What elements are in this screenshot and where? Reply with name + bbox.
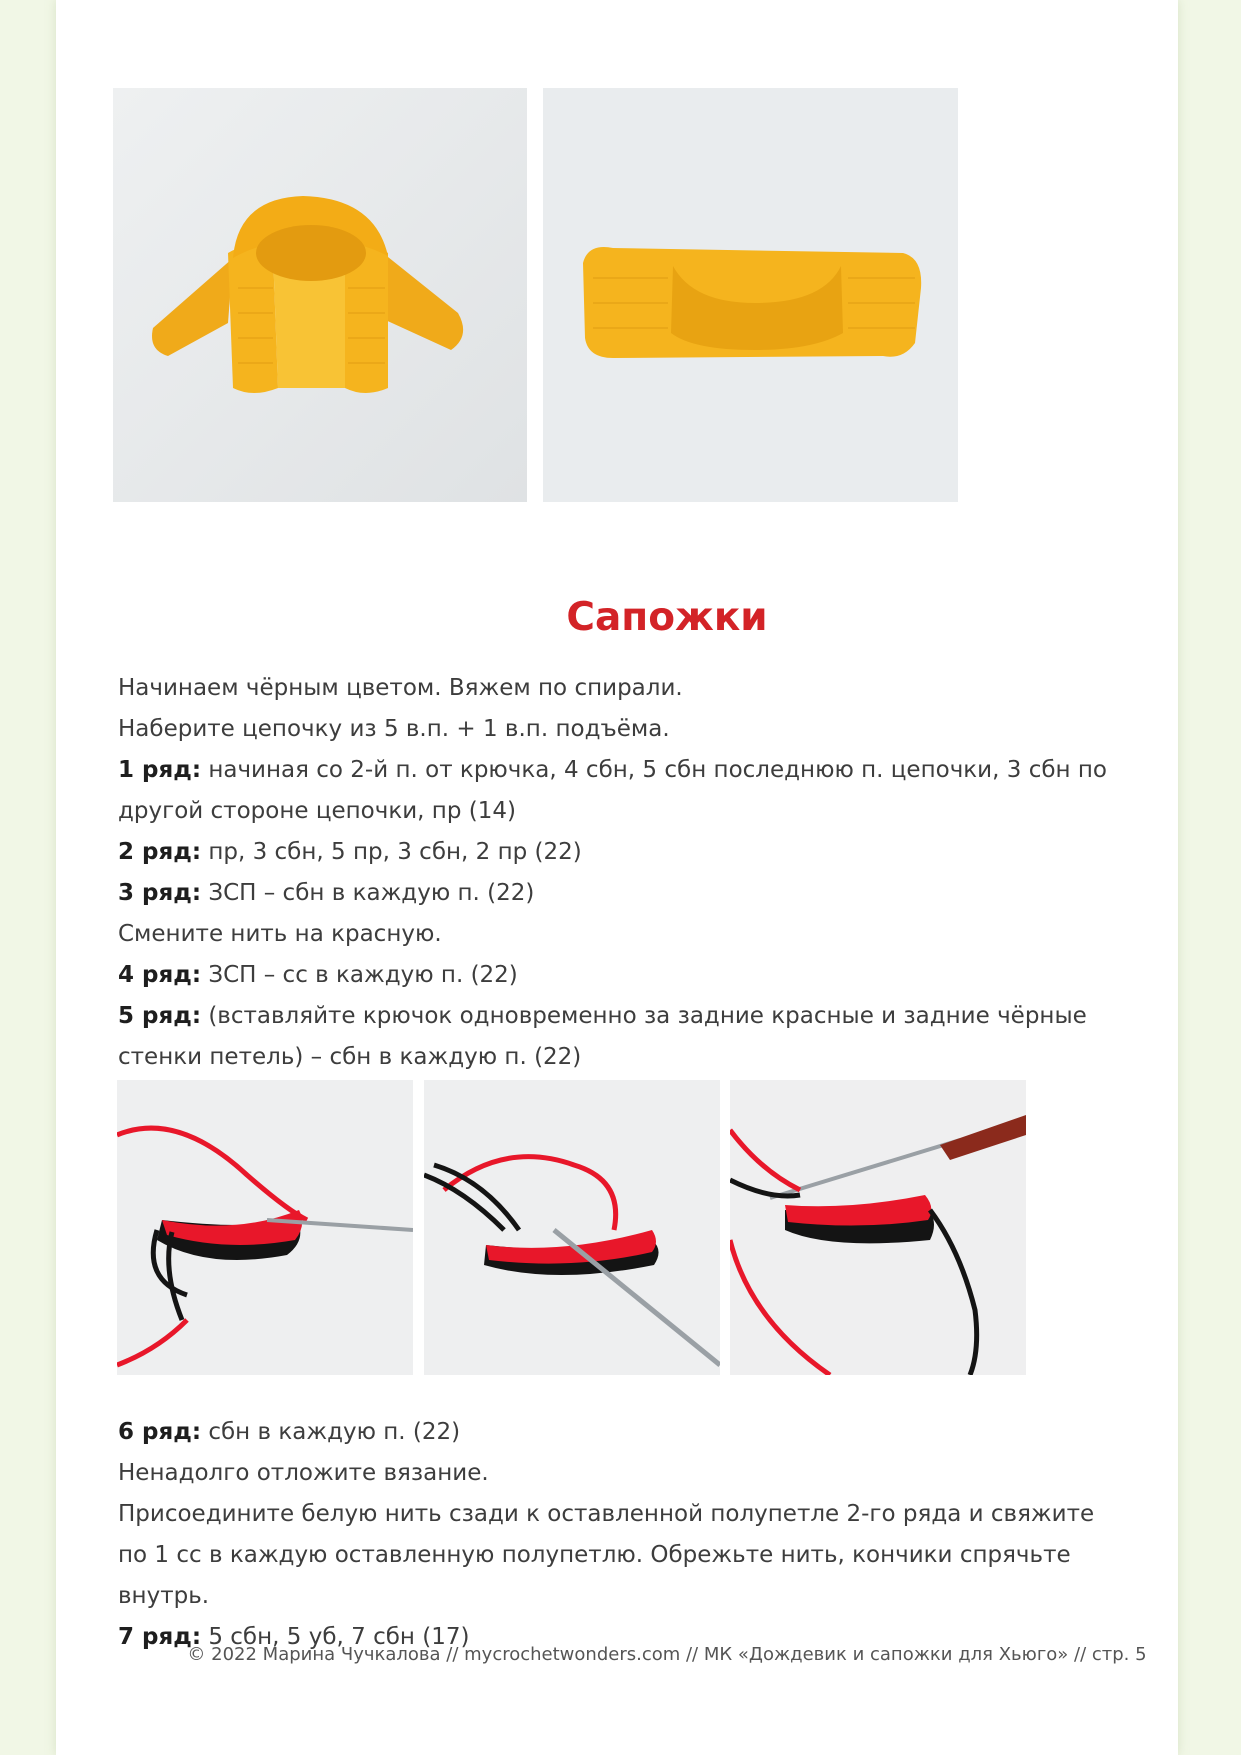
row-3-instruction: 3 ряд: ЗСП – сбн в каждую п. (22) xyxy=(118,880,535,906)
section-title: Сапожки xyxy=(566,595,768,640)
instruction-line: Ненадолго отложите вязание. xyxy=(118,1460,489,1486)
raincoat-front-photo xyxy=(113,88,527,502)
row-5-instruction: 5 ряд: (вставляйте крючок одновременно за задние красные и задние чёрные стенки петель) – сбн в каждую п. (22) xyxy=(118,1003,1087,1070)
row-7-instruction: 7 ряд: 5 сбн, 5 уб, 7 сбн (17) xyxy=(118,1624,470,1650)
instructions-part-1 xyxy=(118,668,1128,1078)
row-2-instruction: 2 ряд: пр, 3 сбн, 5 пр, 3 сбн, 2 пр (22) xyxy=(118,839,582,865)
boot-step-photo-1 xyxy=(117,1080,413,1375)
instruction-line: Наберите цепочку из 5 в.п. + 1 в.п. подъёма. xyxy=(118,716,670,742)
instruction-line: Начинаем чёрным цветом. Вяжем по спирали. xyxy=(118,675,683,701)
row-4-instruction: 4 ряд: ЗСП – сс в каждую п. (22) xyxy=(118,962,518,988)
raincoat-flat-photo xyxy=(543,88,958,502)
instructions-part-2 xyxy=(118,1412,1128,1658)
boot-step-photo-3 xyxy=(730,1080,1026,1375)
row-6-instruction: 6 ряд: сбн в каждую п. (22) xyxy=(118,1419,461,1445)
instruction-line: Смените нить на красную. xyxy=(118,921,442,947)
page-footer: © 2022 Марина Чучкалова // mycrochetwonders.com // МК «Дождевик и сапожки для Хьюго» // стр. 5 xyxy=(187,1644,1147,1665)
document-page xyxy=(56,0,1178,1755)
instruction-line: Присоедините белую нить сзади к оставленной полупетле 2-го ряда и свяжите по 1 сс в каждую оставленную полупетлю. Обрежьте нить, кончики спрячьте внутрь. xyxy=(118,1501,1095,1609)
boot-step-photo-2 xyxy=(424,1080,720,1375)
row-1-instruction: 1 ряд: начиная со 2-й п. от крючка, 4 сбн, 5 сбн последнюю п. цепочки, 3 сбн по другой стороне цепочки, пр (14) xyxy=(118,757,1107,824)
